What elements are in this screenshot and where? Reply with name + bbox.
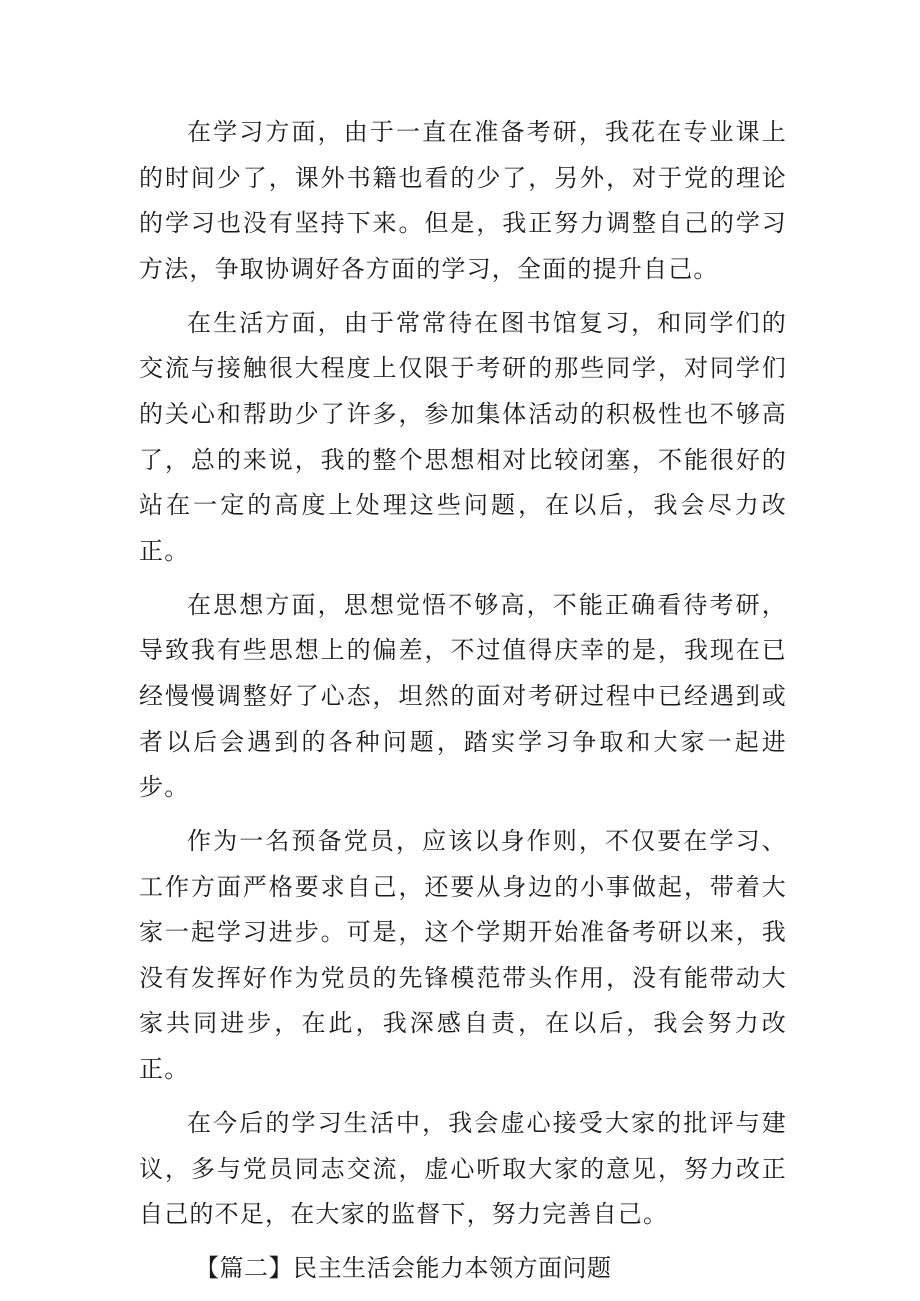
- paragraph-study: 在学习方面，由于一直在准备考研，我花在专业课上的时间少了，课外书籍也看的少了，另外，对于党的理论的学习也没有坚持下来。但是，我正努力调整自己的学习方法，争取协调好各方面的学习，全面的提升自己。: [139, 118, 787, 283]
- paragraph-party-member: 作为一名预备党员，应该以身作则，不仅要在学习、工作方面严格要求自己，还要从身边的小事做起，带着大家一起学习进步。可是，这个学期开始准备考研以来，我没有发挥好作为党员的先锋模范带头作用，没有能带动大家共同进步，在此，我深感自责，在以后，我会努力改正。: [139, 827, 787, 1084]
- paragraph-future: 在今后的学习生活中，我会虚心接受大家的批评与建议，多与党员同志交流，虚心听取大家的意见，努力改正自己的不足，在大家的监督下，努力完善自己。: [139, 1109, 787, 1229]
- section-heading: 【篇二】民主生活会能力本领方面问题: [195, 1254, 612, 1283]
- paragraph-thought: 在思想方面，思想觉悟不够高，不能正确看待考研，导致我有些思想上的偏差，不过值得庆幸的是，我现在已经慢慢调整好了心态，坦然的面对考研过程中已经遇到或者以后会遇到的各种问题，踏实学习争取和大家一起进步。: [139, 590, 787, 802]
- paragraph-life: 在生活方面，由于常常待在图书馆复习，和同学们的交流与接触很大程度上仅限于考研的那些同学，对同学们的关心和帮助少了许多，参加集体活动的积极性也不够高了，总的来说，我的整个思想相对比较闭塞，不能很好的站在一定的高度上处理这些问题，在以后，我会尽力改正。: [139, 308, 787, 565]
- document-body: [139, 110, 787, 1292]
